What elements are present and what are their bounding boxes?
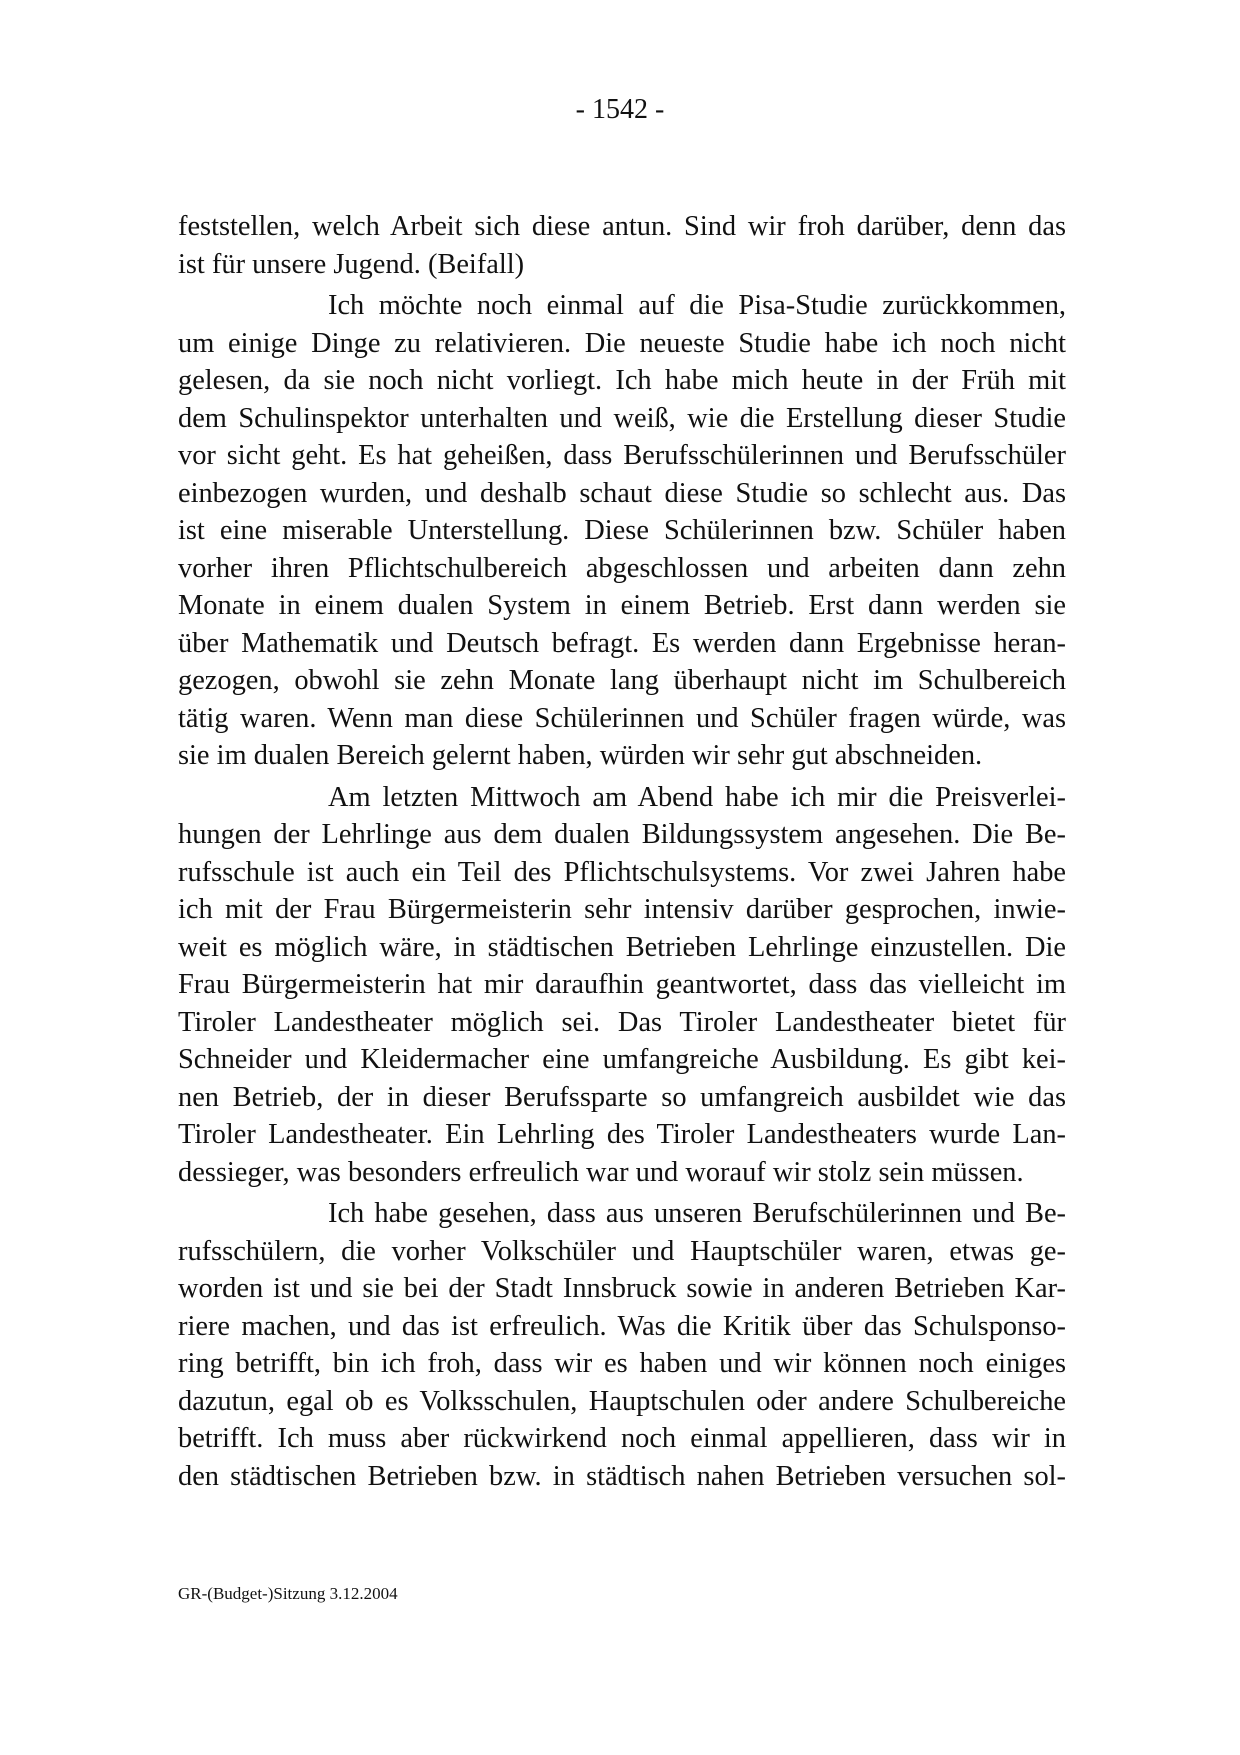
text-line: hungen der Lehrlinge aus dem dualen Bildungssystem angesehen. Die Be- [178,819,1066,850]
text-line: gelesen, da sie noch nicht vorliegt. Ich habe mich heute in der Früh mit [178,365,1066,396]
paragraph [178,779,1066,1192]
text-line: riere machen, und das ist erfreulich. Was die Kritik über das Schulsponso- [178,1310,1066,1342]
text-line: um einige Dinge zu relativieren. Die neueste Studie habe ich noch nicht [178,327,1066,359]
body-text [178,208,1066,1495]
text-line: ist für unsere Jugend. (Beifall) [178,248,525,280]
text-line: rufsschülern, die vorher Volkschüler und Hauptschüler waren, etwas ge- [178,1235,1066,1267]
text-line: Ich möchte noch einmal auf die Pisa-Studie zurückkommen, [328,290,1066,321]
text-line: einbezogen wurden, und deshalb schaut diese Studie so schlecht aus. Das [178,477,1066,509]
text-line: sie im dualen Bereich gelernt haben, würden wir sehr gut abschneiden. [178,740,983,771]
text-line: Monate in einem dualen System in einem Betrieb. Erst dann werden sie [178,590,1066,621]
text-line: ring betrifft, bin ich froh, dass wir es haben und wir können noch einiges [178,1348,1066,1379]
paragraph [178,208,1066,283]
text-line: Schneider und Kleidermacher eine umfangreiche Ausbildung. Es gibt kei- [178,1044,1066,1075]
text-line: weit es möglich wäre, in städtischen Betrieben Lehrlinge einzustellen. Die [178,931,1066,963]
text-line: ich mit der Frau Bürgermeisterin sehr intensiv darüber gesprochen, inwie- [178,894,1066,925]
text-line: worden ist und sie bei der Stadt Innsbruck sowie in anderen Betrieben Kar- [178,1273,1066,1304]
text-line: den städtischen Betrieben bzw. in städtisch nahen Betrieben versuchen sol- [178,1460,1066,1492]
text-line: vorher ihren Pflichtschulbereich abgeschlossen und arbeiten dann zehn [178,552,1066,584]
text-line: Am letzten Mittwoch am Abend habe ich mir die Preisverlei- [328,781,1066,813]
text-line: betrifft. Ich muss aber rückwirkend noch einmal appellieren, dass wir in [178,1423,1066,1454]
text-line: dazutun, egal ob es Volksschulen, Hauptschulen oder andere Schulbereiche [178,1385,1066,1417]
text-line: Tiroler Landestheater. Ein Lehrling des Tiroler Landestheaters wurde Lan- [178,1119,1066,1150]
text-line: Ich habe gesehen, dass aus unseren Berufschülerinnen und Be- [328,1198,1066,1229]
text-line: rufsschule ist auch ein Teil des Pflichtschulsystems. Vor zwei Jahren habe [178,856,1066,888]
text-line: feststellen, welch Arbeit sich diese antun. Sind wir froh darüber, denn das [178,211,1066,242]
page-number: - 1542 - [575,94,665,125]
text-line: Frau Bürgermeisterin hat mir daraufhin geantwortet, dass das vielleicht im [178,969,1066,1000]
text-line: tätig waren. Wenn man diese Schülerinnen und Schüler fragen würde, was [178,702,1066,734]
text-line: dessieger, was besonders erfreulich war und worauf wir stolz sein müssen. [178,1156,1024,1188]
footer-session-info: GR-(Budget-)Sitzung 3.12.2004 [178,1584,398,1603]
paragraph [178,1195,1066,1495]
text-line: Tiroler Landestheater möglich sei. Das Tiroler Landestheater bietet für [178,1006,1066,1038]
text-line: über Mathematik und Deutsch befragt. Es werden dann Ergebnisse heran- [178,627,1066,659]
text-line: ist eine miserable Unterstellung. Diese Schülerinnen bzw. Schüler haben [178,515,1066,546]
text-line: nen Betrieb, der in dieser Berufssparte so umfangreich ausbildet wie das [178,1081,1066,1113]
text-line: dem Schulinspektor unterhalten und weiß, wie die Erstellung dieser Studie [178,402,1066,434]
text-line: gezogen, obwohl sie zehn Monate lang überhaupt nicht im Schulbereich [178,665,1066,696]
text-line: vor sicht geht. Es hat geheißen, dass Berufsschülerinnen und Berufsschüler [178,440,1066,471]
paragraph [178,287,1066,775]
